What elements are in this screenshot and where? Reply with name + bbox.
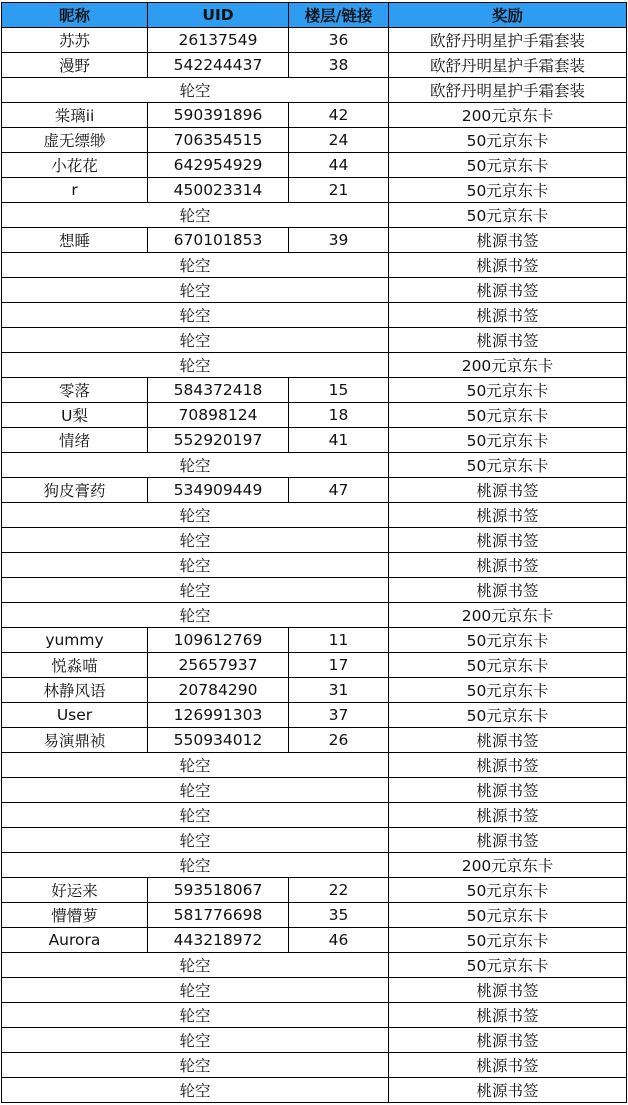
nickname-cell: yummy (2, 628, 148, 653)
reward-cell: 桃源书签 (389, 328, 627, 353)
table-row (2, 828, 627, 853)
floor-cell: 42 (289, 103, 389, 128)
table-row (2, 703, 627, 728)
reward-cell: 欧舒丹明星护手霜套装 (389, 78, 627, 103)
empty-slot-cell: 轮空 (2, 603, 389, 628)
table-row (2, 178, 627, 203)
reward-cell: 桃源书签 (389, 803, 627, 828)
floor-cell: 47 (289, 478, 389, 503)
reward-cell: 50元京东卡 (389, 903, 627, 928)
table-row (2, 503, 627, 528)
empty-slot-cell: 轮空 (2, 803, 389, 828)
header-uid: UID (148, 3, 289, 28)
nickname-cell: Aurora (2, 928, 148, 953)
table-row (2, 603, 627, 628)
empty-slot-cell: 轮空 (2, 1078, 389, 1103)
empty-slot-cell: 轮空 (2, 1053, 389, 1078)
uid-cell: 590391896 (148, 103, 289, 128)
floor-cell: 39 (289, 228, 389, 253)
table-row (2, 428, 627, 453)
floor-cell: 17 (289, 653, 389, 678)
table-row (2, 753, 627, 778)
table-row (2, 378, 627, 403)
empty-slot-cell: 轮空 (2, 303, 389, 328)
reward-cell: 200元京东卡 (389, 353, 627, 378)
reward-cell: 50元京东卡 (389, 453, 627, 478)
table-row (2, 653, 627, 678)
uid-cell: 25657937 (148, 653, 289, 678)
table-row (2, 528, 627, 553)
nickname-cell: 好运来 (2, 878, 148, 903)
reward-cell: 50元京东卡 (389, 653, 627, 678)
reward-cell: 桃源书签 (389, 778, 627, 803)
table-row (2, 278, 627, 303)
reward-cell: 50元京东卡 (389, 153, 627, 178)
uid-cell: 706354515 (148, 128, 289, 153)
table-row (2, 628, 627, 653)
table-row (2, 28, 627, 53)
empty-slot-cell: 轮空 (2, 978, 389, 1003)
uid-cell: 126991303 (148, 703, 289, 728)
floor-cell: 18 (289, 403, 389, 428)
table-row (2, 1028, 627, 1053)
table-row (2, 728, 627, 753)
uid-cell: 542244437 (148, 53, 289, 78)
table-row (2, 978, 627, 1003)
reward-cell: 桃源书签 (389, 278, 627, 303)
reward-cell: 50元京东卡 (389, 378, 627, 403)
floor-cell: 35 (289, 903, 389, 928)
uid-cell: 534909449 (148, 478, 289, 503)
empty-slot-cell: 轮空 (2, 1003, 389, 1028)
floor-cell: 31 (289, 678, 389, 703)
table-row (2, 153, 627, 178)
empty-slot-cell: 轮空 (2, 578, 389, 603)
empty-slot-cell: 轮空 (2, 778, 389, 803)
floor-cell: 11 (289, 628, 389, 653)
reward-cell: 桃源书签 (389, 228, 627, 253)
table-row (2, 228, 627, 253)
table-body (2, 28, 627, 1103)
reward-cell: 桃源书签 (389, 503, 627, 528)
nickname-cell: 小花花 (2, 153, 148, 178)
floor-cell: 24 (289, 128, 389, 153)
reward-cell: 50元京东卡 (389, 203, 627, 228)
reward-cell: 桃源书签 (389, 1028, 627, 1053)
floor-cell: 22 (289, 878, 389, 903)
reward-cell: 50元京东卡 (389, 928, 627, 953)
reward-cell: 桃源书签 (389, 1053, 627, 1078)
floor-cell: 36 (289, 28, 389, 53)
reward-cell: 50元京东卡 (389, 128, 627, 153)
uid-cell: 593518067 (148, 878, 289, 903)
reward-cell: 200元京东卡 (389, 603, 627, 628)
empty-slot-cell: 轮空 (2, 353, 389, 378)
nickname-cell: 棠璃ii (2, 103, 148, 128)
empty-slot-cell: 轮空 (2, 1028, 389, 1053)
uid-cell: 550934012 (148, 728, 289, 753)
table-row (2, 803, 627, 828)
empty-slot-cell: 轮空 (2, 553, 389, 578)
nickname-cell: 林静风语 (2, 678, 148, 703)
floor-cell: 15 (289, 378, 389, 403)
table-row (2, 553, 627, 578)
uid-cell: 70898124 (148, 403, 289, 428)
nickname-cell: 虚无缥缈 (2, 128, 148, 153)
empty-slot-cell: 轮空 (2, 953, 389, 978)
reward-table-container (1, 2, 627, 1103)
table-row (2, 578, 627, 603)
table-row (2, 128, 627, 153)
table-row (2, 203, 627, 228)
empty-slot-cell: 轮空 (2, 78, 389, 103)
reward-cell: 欧舒丹明星护手霜套装 (389, 28, 627, 53)
floor-cell: 46 (289, 928, 389, 953)
table-row (2, 903, 627, 928)
reward-cell: 桃源书签 (389, 303, 627, 328)
nickname-cell: 情绪 (2, 428, 148, 453)
nickname-cell: 想睡 (2, 228, 148, 253)
reward-cell: 50元京东卡 (389, 678, 627, 703)
reward-cell: 50元京东卡 (389, 703, 627, 728)
reward-cell: 桃源书签 (389, 728, 627, 753)
table-row (2, 403, 627, 428)
table-row (2, 928, 627, 953)
table-row (2, 1078, 627, 1103)
nickname-cell: U梨 (2, 403, 148, 428)
empty-slot-cell: 轮空 (2, 328, 389, 353)
reward-cell: 桃源书签 (389, 828, 627, 853)
uid-cell: 450023314 (148, 178, 289, 203)
table-row (2, 1003, 627, 1028)
uid-cell: 20784290 (148, 678, 289, 703)
reward-cell: 50元京东卡 (389, 953, 627, 978)
reward-cell: 50元京东卡 (389, 628, 627, 653)
uid-cell: 109612769 (148, 628, 289, 653)
floor-cell: 41 (289, 428, 389, 453)
uid-cell: 581776698 (148, 903, 289, 928)
nickname-cell: 零落 (2, 378, 148, 403)
header-nickname: 昵称 (2, 3, 148, 28)
nickname-cell: 狗皮膏药 (2, 478, 148, 503)
empty-slot-cell: 轮空 (2, 278, 389, 303)
floor-cell: 21 (289, 178, 389, 203)
reward-cell: 50元京东卡 (389, 878, 627, 903)
table-row (2, 478, 627, 503)
reward-cell: 50元京东卡 (389, 403, 627, 428)
reward-cell: 桃源书签 (389, 753, 627, 778)
table-row (2, 53, 627, 78)
nickname-cell: 易演鼎祯 (2, 728, 148, 753)
table-row (2, 253, 627, 278)
table-row (2, 878, 627, 903)
reward-cell: 桃源书签 (389, 1003, 627, 1028)
reward-cell: 桃源书签 (389, 253, 627, 278)
reward-cell: 桃源书签 (389, 1078, 627, 1103)
uid-cell: 670101853 (148, 228, 289, 253)
reward-cell: 桃源书签 (389, 978, 627, 1003)
nickname-cell: 懵懵萝 (2, 903, 148, 928)
uid-cell: 443218972 (148, 928, 289, 953)
floor-cell: 38 (289, 53, 389, 78)
table-row (2, 103, 627, 128)
reward-cell: 50元京东卡 (389, 178, 627, 203)
empty-slot-cell: 轮空 (2, 453, 389, 478)
table-row (2, 353, 627, 378)
nickname-cell: 漫野 (2, 53, 148, 78)
reward-cell: 桃源书签 (389, 478, 627, 503)
table-row (2, 78, 627, 103)
header-row (2, 3, 627, 28)
uid-cell: 584372418 (148, 378, 289, 403)
empty-slot-cell: 轮空 (2, 203, 389, 228)
header-reward: 奖励 (389, 3, 627, 28)
table-row (2, 328, 627, 353)
nickname-cell: 悦淼喵 (2, 653, 148, 678)
table-row (2, 453, 627, 478)
empty-slot-cell: 轮空 (2, 828, 389, 853)
floor-cell: 37 (289, 703, 389, 728)
empty-slot-cell: 轮空 (2, 528, 389, 553)
reward-cell: 桃源书签 (389, 553, 627, 578)
nickname-cell: 苏苏 (2, 28, 148, 53)
table-row (2, 303, 627, 328)
nickname-cell: User (2, 703, 148, 728)
reward-table (1, 2, 627, 1103)
reward-cell: 200元京东卡 (389, 103, 627, 128)
nickname-cell: r (2, 178, 148, 203)
floor-cell: 26 (289, 728, 389, 753)
table-row (2, 1053, 627, 1078)
uid-cell: 26137549 (148, 28, 289, 53)
empty-slot-cell: 轮空 (2, 253, 389, 278)
reward-cell: 200元京东卡 (389, 853, 627, 878)
uid-cell: 642954929 (148, 153, 289, 178)
empty-slot-cell: 轮空 (2, 503, 389, 528)
reward-cell: 欧舒丹明星护手霜套装 (389, 53, 627, 78)
header-floor: 楼层/链接 (289, 3, 389, 28)
uid-cell: 552920197 (148, 428, 289, 453)
reward-cell: 桃源书签 (389, 578, 627, 603)
table-row (2, 778, 627, 803)
table-row (2, 678, 627, 703)
reward-cell: 50元京东卡 (389, 428, 627, 453)
reward-cell: 桃源书签 (389, 528, 627, 553)
empty-slot-cell: 轮空 (2, 853, 389, 878)
floor-cell: 44 (289, 153, 389, 178)
empty-slot-cell: 轮空 (2, 753, 389, 778)
table-row (2, 953, 627, 978)
table-row (2, 853, 627, 878)
